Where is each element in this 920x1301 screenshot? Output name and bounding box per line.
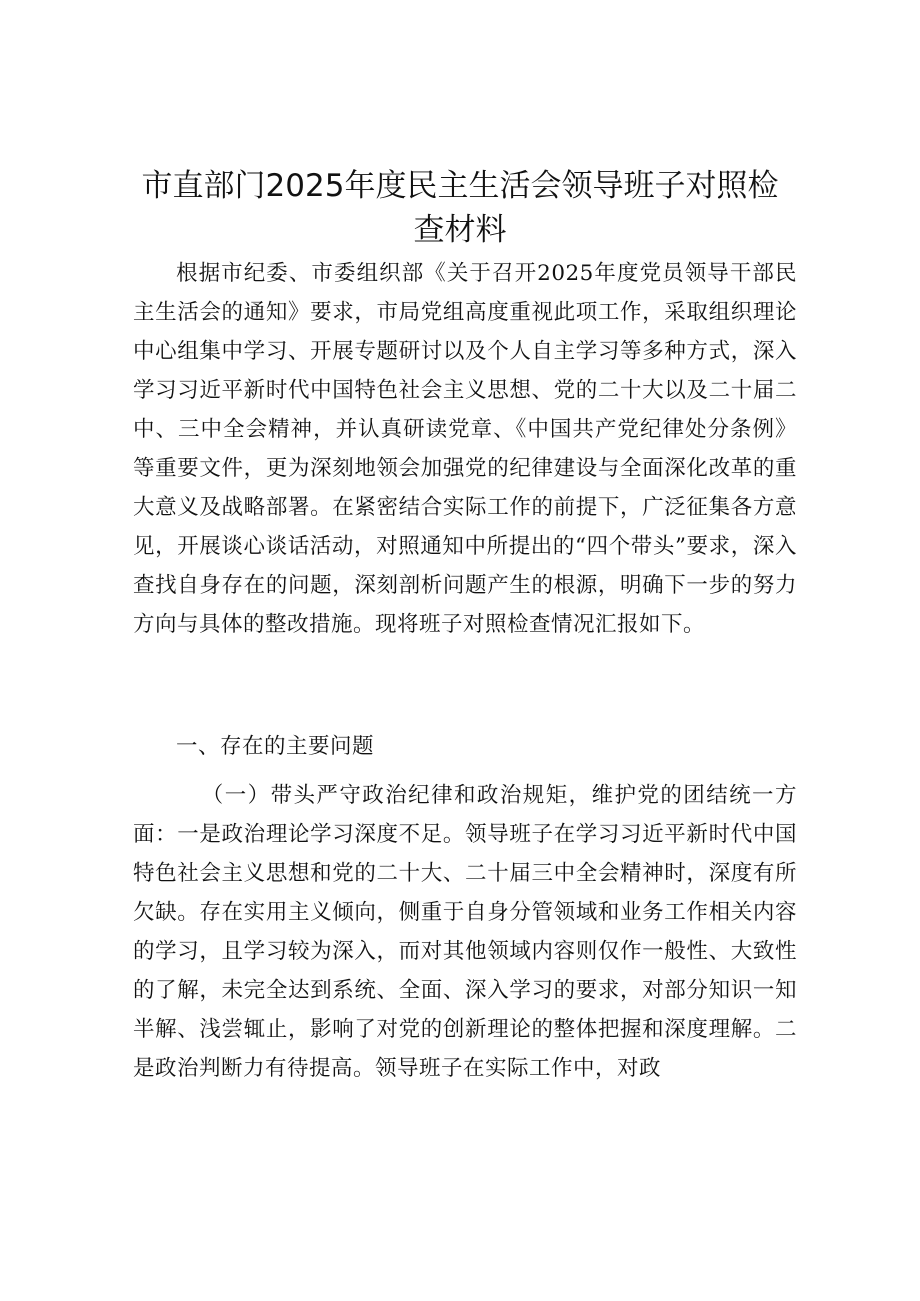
- section-1-paragraph-1: （一）带头严守政治纪律和政治规矩，维护党的团结统一方面：一是政治理论学习深度不足。领导班子在学习习近平新时代中国特色社会主义思想和党的二十大、二十届三中全会精神时，深度有所欠缺。存在实用主义倾向，侧重于自身分管领域和业务工作相关内容的学习，且学习较为深入，而对其他领域内容则仅作一般性、大致性的了解，未完全达到系统、全面、深入学习的要求，对部分知识一知半解、浅尝辄止，影响了对党的创新理论的整体把握和深度理解。二是政治判断力有待提高。领导班子在实际工作中，对政: [133, 783, 797, 1081]
- intro-paragraph: 根据市纪委、市委组织部《关于召开2025年度党员领导干部民主生活会的通知》要求，市局党组高度重视此项工作，采取组织理论中心组集中学习、开展专题研讨以及个人自主学习等多种方式，深入学习习近平新时代中国特色社会主义思想、党的二十大以及二十届二中、三中全会精神，并认真研读党章、《中国共产党纪律处分条例》等重要文件，更为深刻地领会加强党的纪律建设与全面深化改革的重大意义及战略部署。在紧密结合实际工作的前提下，广泛征集各方意见，开展谈心谈话活动，对照通知中所提出的“四个带头”要求，深入查找自身存在的问题，深刻剖析问题产生的根源，明确下一步的努力方向与具体的整改措施。现将班子对照检查情况汇报如下。: [133, 261, 797, 637]
- document-title-line-1: 市直部门2025年度民主生活会领导班子对照检: [141, 168, 779, 204]
- document-title-line-2: 查材料: [413, 212, 507, 248]
- section-1-heading: 一、存在的主要问题: [176, 734, 375, 759]
